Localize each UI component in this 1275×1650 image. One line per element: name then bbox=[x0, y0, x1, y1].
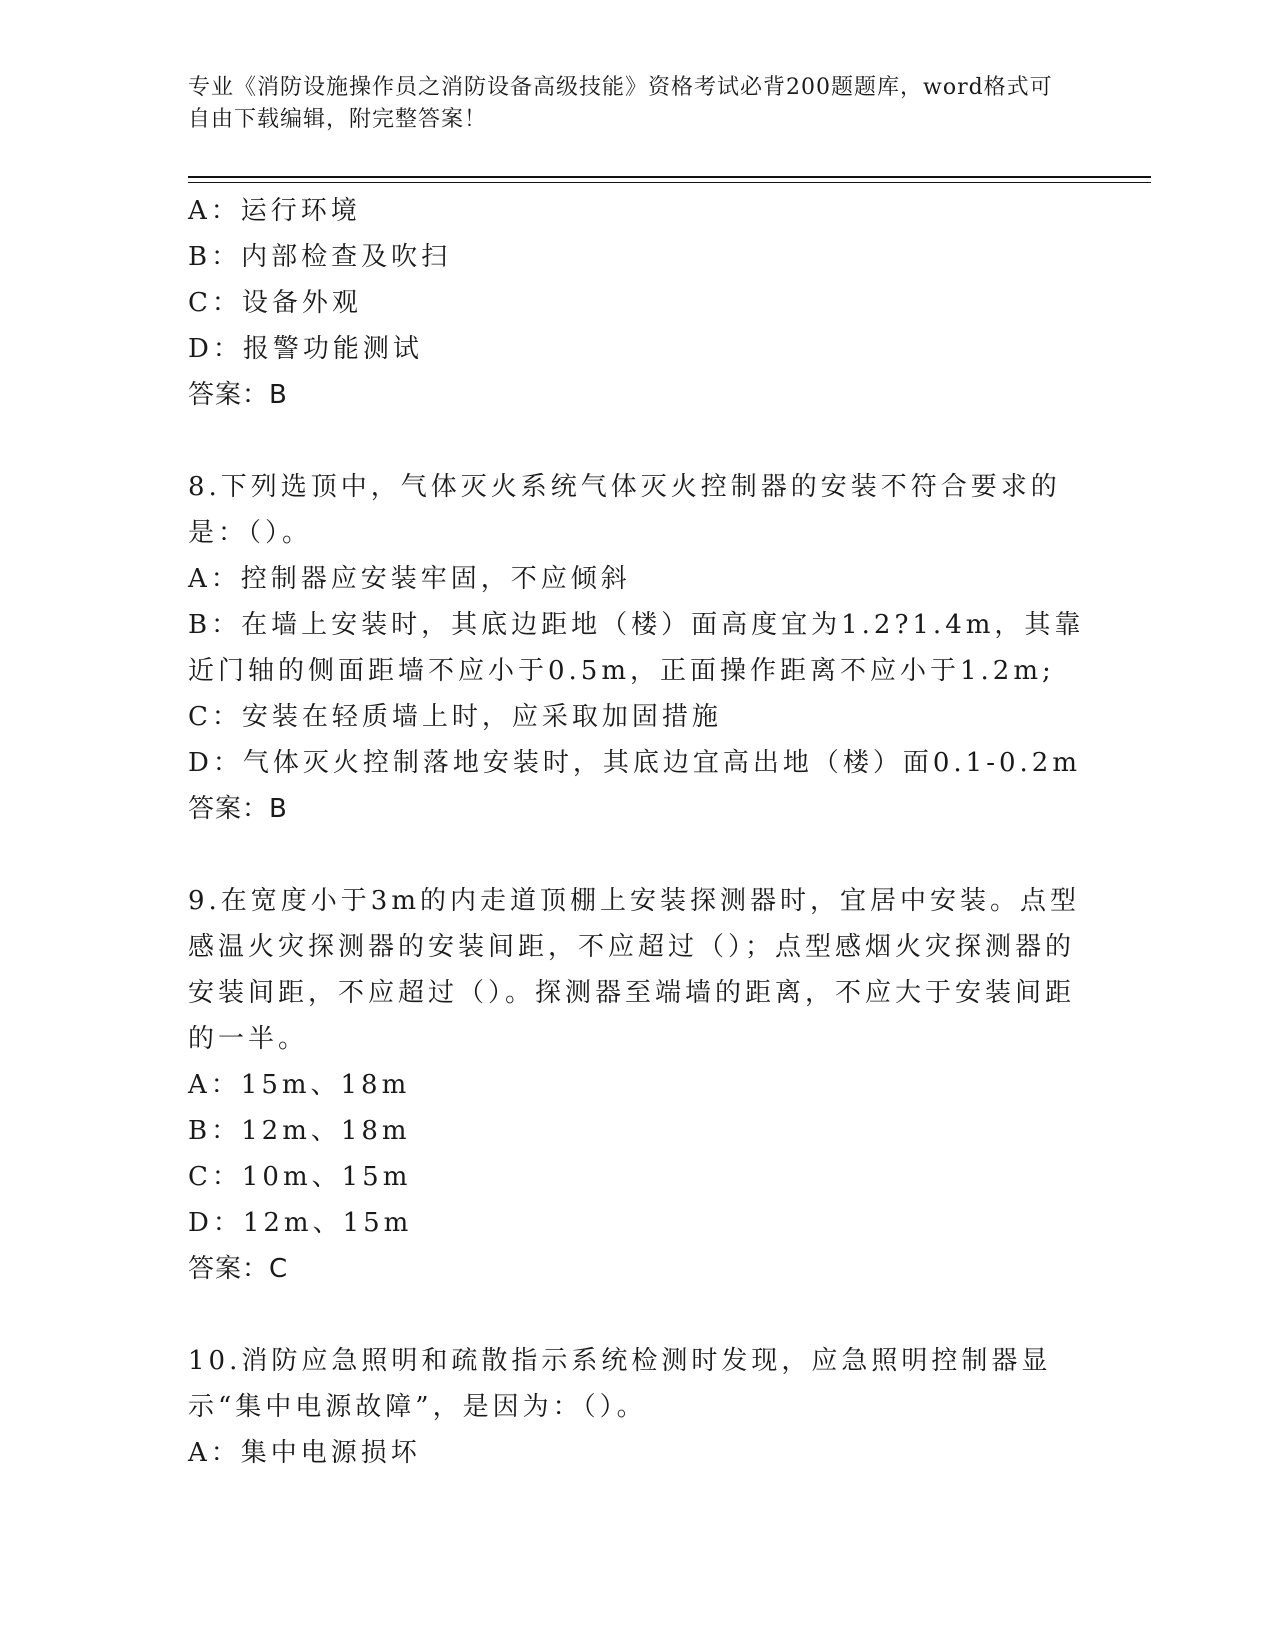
question-9 bbox=[188, 878, 1088, 1292]
answer: 答案：C bbox=[188, 1254, 289, 1284]
document-header: 专业《消防设施操作员之消防设备高级技能》资格考试必背200题题库，word格式可自由下载编辑，附完整答案！ bbox=[188, 75, 1053, 132]
option-b: B：内部检查及吹扫 bbox=[188, 242, 452, 272]
option-c: C：10m、15m bbox=[188, 1162, 412, 1192]
question-stem: 9.在宽度小于3m的内走道顶棚上安装探测器时，宜居中安装。点型感温火灾探测器的安装间距，不应超过（）；点型感烟火灾探测器的安装间距，不应超过（）。探测器至端墙的距离，不应大于安装间距的一半。 bbox=[188, 886, 1081, 1054]
option-c: C：设备外观 bbox=[188, 288, 362, 318]
question-8 bbox=[188, 464, 1088, 832]
header-rule bbox=[188, 176, 1151, 178]
question-stem: 8.下列选顶中，气体灭火系统气体灭火控制器的安装不符合要求的是：（）。 bbox=[188, 472, 1061, 548]
question-7 bbox=[188, 188, 1088, 418]
header-rule-thin bbox=[188, 182, 1151, 183]
option-a: A：控制器应安装牢固，不应倾斜 bbox=[188, 564, 631, 594]
question-stem: 10.消防应急照明和疏散指示系统检测时发现，应急照明控制器显示“集中电源故障”，是因为：（）。 bbox=[188, 1346, 1052, 1422]
option-a: A：15m、18m bbox=[188, 1070, 411, 1100]
option-b: B：在墙上安装时，其底边距地（楼）面高度宜为1.2?1.4m，其靠近门轴的侧面距墙不应小于0.5m，正面操作距离不应小于1.2m; bbox=[188, 610, 1085, 686]
option-b: B：12m、18m bbox=[188, 1116, 411, 1146]
question-content bbox=[188, 188, 1088, 1476]
option-d: D：气体灭火控制落地安装时，其底边宜高出地（楼）面0.1-0.2m bbox=[188, 748, 1081, 778]
option-d: D：12m、15m bbox=[188, 1208, 413, 1238]
answer: 答案：B bbox=[188, 380, 288, 410]
answer: 答案：B bbox=[188, 794, 288, 824]
option-a: A：集中电源损坏 bbox=[188, 1438, 421, 1468]
option-c: C：安装在轻质墙上时，应采取加固措施 bbox=[188, 702, 722, 732]
option-a: A：运行环境 bbox=[188, 196, 361, 226]
question-10 bbox=[188, 1338, 1088, 1476]
option-d: D：报警功能测试 bbox=[188, 334, 423, 364]
